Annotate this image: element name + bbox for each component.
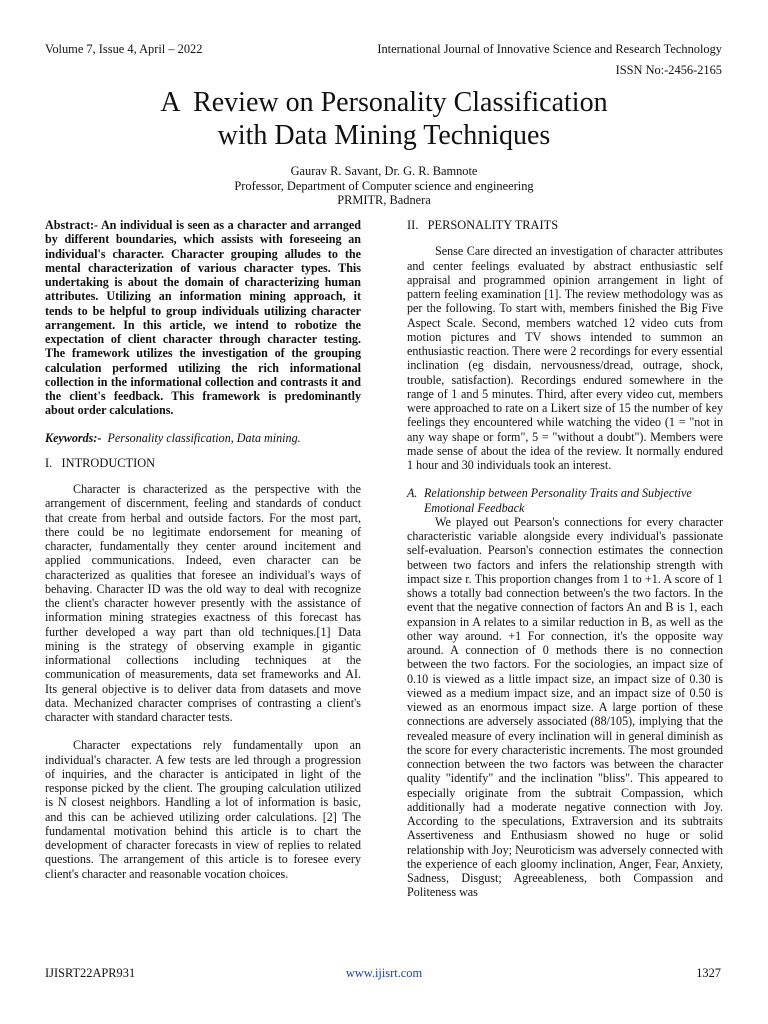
keywords-label: Keywords:- xyxy=(45,430,102,445)
keywords-text: Personality classification, Data mining. xyxy=(107,430,301,445)
title-line-2: with Data Mining Techniques xyxy=(217,120,551,151)
page-number: 1327 xyxy=(696,966,721,980)
institution: PRMITR, Badnera xyxy=(337,193,431,207)
abstract: Abstract:- An individual is seen as a character and arranged by different boundaries, which assists with foreseeing an individual's character. Character grouping alludes to the mental characterization of various character types. This undertaking is about the domain of characterizing human attributes. Utilizing an information mining approach, it tends to be helpful to group individuals utilizing character arrangement. In this article, we intend to robotize the expectation of client character through character testing. The framework utilizes the investigation of the grouping calculation performed utilizing the rich informational collection in the informational collection and contrasts it and the client's feedback. This framework is predominantly about order calculations. xyxy=(45,218,361,418)
subsection-heading xyxy=(407,486,723,515)
intro-paragraph-1: Character is characterized as the perspective with the arrangement of discernment, feeling and standards of conduct that create from herbal and outside factors. For the most part, there could be no legitimate endorsement for meaning of character, fundamentally they center around incitement and applied communications. Indeed, even character can be characterized as qualities that foresee an individual's ways of behaving. Character ID was the old way to deal with recognize the client's character however presently with the assistance of information mining strategies exactness of this forecast has further developed a way part than old techniques.[1] Data mining is the strategy of observing example in gigantic informational collections including techniques at the communication of measurements, data set frameworks and AI. Its general objective is to deliver data from datasets and move data. Mechanized character comprises of contrasting a client's character with standard character tests. xyxy=(45,482,361,724)
paper-title xyxy=(40,86,728,152)
intro-paragraph-2: Character expectations rely fundamentally upon an individual's character. A few tests are led through a progression of inquiries, and the character is anticipated in light of the response picked by the client. The grouping calculation utilized is N closest neighbors. Handling a lot of information is basic, and this can be achieved utilizing order calculations. [2] The fundamental motivation behind this article is to chart the development of character forecasts in view of replies to related questions. The arrangement of this article is to foresee every client's character and reasonable vocation choices. xyxy=(45,738,361,881)
right-column xyxy=(407,218,723,900)
left-column xyxy=(45,218,361,881)
authors: Gaurav R. Savant, Dr. G. R. Bamnote xyxy=(290,164,478,178)
subsection-title-line-1: Relationship between Personality Traits and Subjective xyxy=(424,486,692,501)
author-block xyxy=(40,164,728,208)
subsection-label: A. xyxy=(407,486,418,501)
traits-paragraph-2: We played out Pearson's connections for every character characteristic variable alongside every individual's passionate self-evaluation. Pearson's connection estimates the connection between two factors and infers the relationship strength with impact size r. This proportion changes from 1 to +1. A score of 1 shows a totally bad connection between's the two factors. In the event that the negative connection of factors An and B is 1, each expansion in A relates to a similar reduction in B, as well as the other way around. +1 For connection, it's the opposite way around. A connection of 0 methods there is no connection between the two factors. For the sociologies, an impact size of 0.10 is viewed as a little impact size, an impact size of 0.30 is viewed as a medium impact size, and an impact size of 0.50 is viewed as an enormous impact size. A large portion of these connections are adversely associated (88/105), implying that the revealed measure of every inclination will in general diminish as the score for every characteristic increments. The most grounded connection between the two factors was between the character quality "identify" and the inclination "bliss". This appeared to especially originate from the subtrait Compassion, which additionally had a moderate negative connection with Joy. According to the speculations, Extraversion and its subtraits Assertiveness and Enthusiasm showed no huge or solid relationship with Joy; Neuroticism was adversely connected with the experience of each gloomy inclination, Anger, Fear, Anxiety, Sadness, Disgust; Agreeableness, both Compassion and Politeness was xyxy=(407,514,723,900)
keywords xyxy=(45,431,361,445)
traits-paragraph-1: Sense Care directed an investigation of character attributes and center feelings evaluated by abstract enthusiastic self appraisal and programmed opinion arrangement in light of pattern feeling examination [1]. The review methodology was as per the following. To start with, members finished the Big Five Aspect Scale. Second, members watched 12 video cuts from motion pictures and TV shows intended to summon an enthusiastic reaction. There were 2 recordings for every essential inclination (eg disdain, nervousness/dread, outrage, shock, trouble, satisfaction). Recordings endured somewhere in the range of 1 and 5 minutes. Third, after every video cut, members were approached to rate on a Likert size of 15 the number of key feelings they encountered while watching the video (1 = "not in any way shape or form", 5 = "without a doubt"). Members were made sense of about the idea of the review. It normally endured 1 hour and 30 individuals took an interest. xyxy=(407,244,723,472)
issn: ISSN No:-2456-2165 xyxy=(615,63,722,77)
website-link[interactable]: www.ijisrt.com xyxy=(345,966,423,980)
volume-issue: Volume 7, Issue 4, April – 2022 xyxy=(45,42,203,56)
journal-name: International Journal of Innovative Science and Research Technology xyxy=(377,42,722,56)
section-heading-introduction: I. INTRODUCTION xyxy=(45,455,156,470)
section-heading-personality-traits: II. PERSONALITY TRAITS xyxy=(407,218,559,232)
title-line-1: A Review on Personality Classification xyxy=(160,87,608,118)
paper-code: IJISRT22APR931 xyxy=(45,966,136,980)
subsection-title-line-2: Emotional Feedback xyxy=(424,500,525,515)
affiliation: Professor, Department of Computer science and engineering xyxy=(234,178,534,193)
